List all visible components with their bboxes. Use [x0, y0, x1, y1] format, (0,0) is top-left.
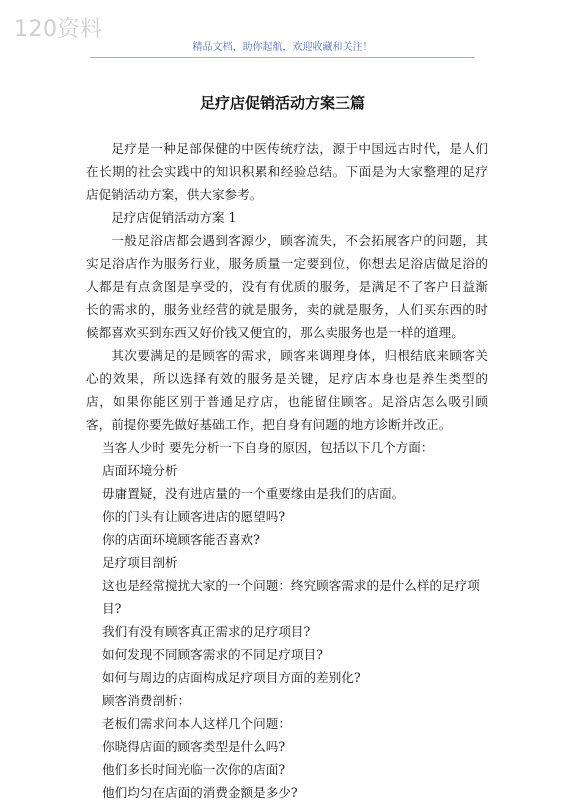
list-item: 他们多长时间光临一次你的店面?	[102, 762, 286, 777]
list-item: 这也是经常搅扰大家的一个问题：终究顾客需求的是什么样的足疗项目?	[102, 578, 480, 616]
list-item: 你晓得店面的顾客类型是什么吗?	[102, 739, 286, 754]
document-body	[86, 137, 488, 804]
subheading-customer-spending: 顾客消费剖析：	[102, 693, 191, 708]
watermark-logo: 120资料	[14, 17, 103, 42]
header-divider	[90, 57, 475, 58]
list-item: 你的店面环境顾客能否喜欢?	[102, 532, 260, 547]
intro-paragraph: 足疗是一种足部保健的中医传统疗法，源于中国远古时代，是人们在长期的社会实践中的知识积累和经验总结。下面是为大家整理的足疗店促销活动方案，供大家参考。	[86, 141, 488, 202]
list-item: 如何与周边的店面构成足疗项目方面的差别化?	[102, 670, 361, 685]
list-item: 如何发现不同顾客需求的不同足疗项目?	[102, 647, 323, 662]
list-item: 他们均匀在店面的消费金额是多少?	[102, 785, 298, 800]
subheading-store-environment: 店面环境分析	[102, 463, 178, 478]
list-item: 毋庸置疑，没有进店量的一个重要缘由是我们的店面。	[102, 486, 405, 501]
list-item: 当客人少时 要先分析一下自身的原因，包括以下几个方面：	[102, 440, 434, 455]
document-title: 足疗店促销活动方案三篇	[199, 94, 365, 112]
body-paragraph: 其次要满足的是顾客的需求，顾客来调理身体，归根结底来顾客关心的效果，所以选择有效的服务是关键，足疗店本身也是养生类型的店，如果你能区别于普通足疗店，也能留住顾客。足浴店怎么吸引顾客，前提你要先做好基础工作，把自身有问题的地方诊断并改正。	[86, 348, 488, 432]
body-paragraph: 一般足浴店都会遇到客源少，顾客流失，不会拓展客户的问题，其实足浴店作为服务行业，服务质量一定要到位，你想去足浴店做足浴的人都是有点贪图是享受的，没有有优质的服务，是满足不了客户日益渐长的需求的，服务业经营的就是服务，卖的就是服务，人们买东西的时候都喜欢买到东西又好价钱又便宜的，那么卖服务也是一样的道理。	[86, 233, 488, 340]
subheading-service-items: 足疗项目剖析	[102, 555, 178, 570]
page-header-slogan: 精品文档，助你起航，欢迎收藏和关注！	[192, 42, 373, 53]
list-item: 我们有没有顾客真正需求的足疗项目?	[102, 624, 311, 639]
section-heading: 足疗店促销活动方案 1	[111, 210, 237, 225]
list-item: 你的门头有让顾客进店的愿望吗?	[102, 509, 286, 524]
list-item: 老板们需求问本人这样几个问题：	[102, 716, 291, 731]
